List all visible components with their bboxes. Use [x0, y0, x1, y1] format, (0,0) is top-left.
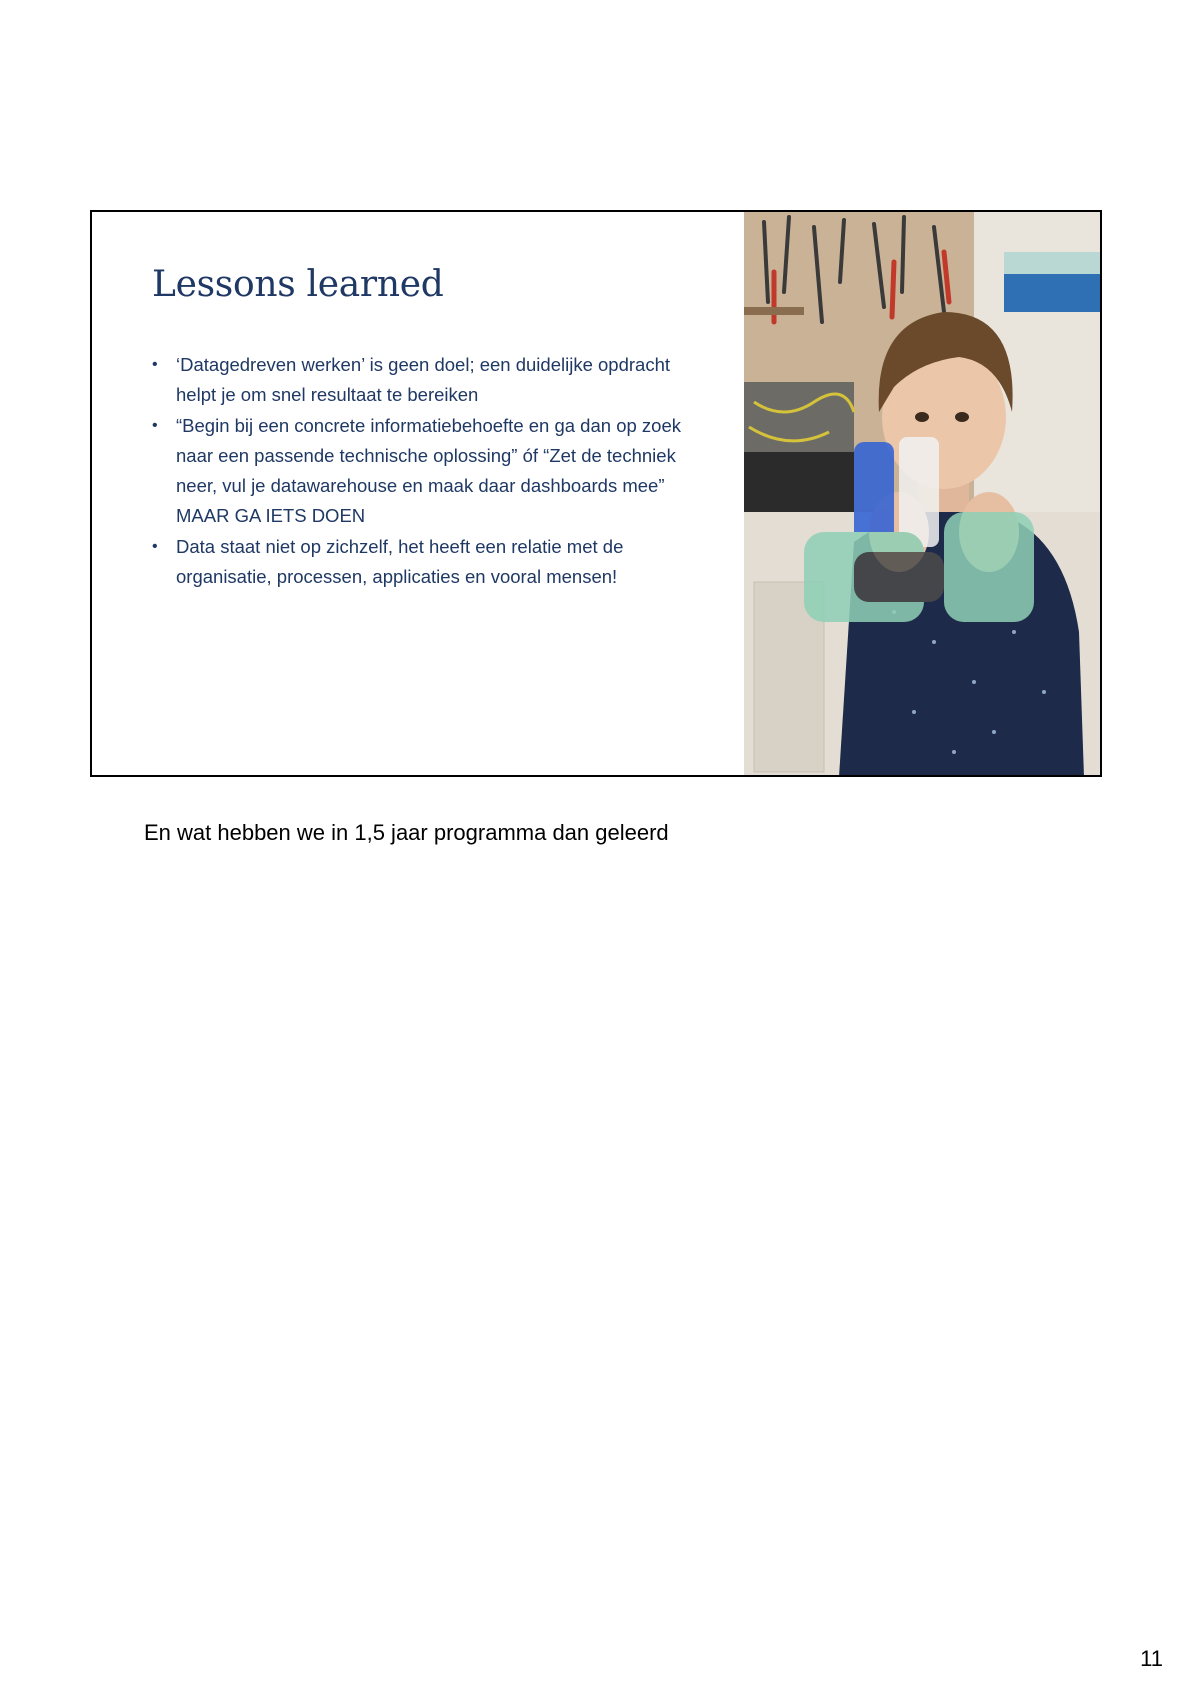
bullet-item: • “Begin bij een concrete informatiebehoefte en ga dan op zoek naar een passende technische oplossing” óf “Zet de techniek neer, vul je datawarehouse en maak daar dashboards mee” MAAR GA IETS DOEN [152, 411, 692, 532]
photo-illustration [744, 212, 1102, 777]
bullet-item: • ‘Datagedreven werken’ is geen doel; een duidelijke opdracht helpt je om snel resultaat te bereiken [152, 350, 692, 411]
slide-title: Lessons learned [152, 264, 444, 305]
page-number: 11 [1140, 1646, 1163, 1671]
bullet-list [152, 350, 692, 592]
bullet-item: • Data staat niet op zichzelf, het heeft een relatie met de organisatie, processen, applicaties en vooral mensen! [152, 532, 692, 593]
slide-photo [744, 212, 1102, 777]
slide-caption: En wat hebben we in 1,5 jaar programma dan geleerd [144, 820, 669, 845]
slide [90, 210, 1102, 777]
